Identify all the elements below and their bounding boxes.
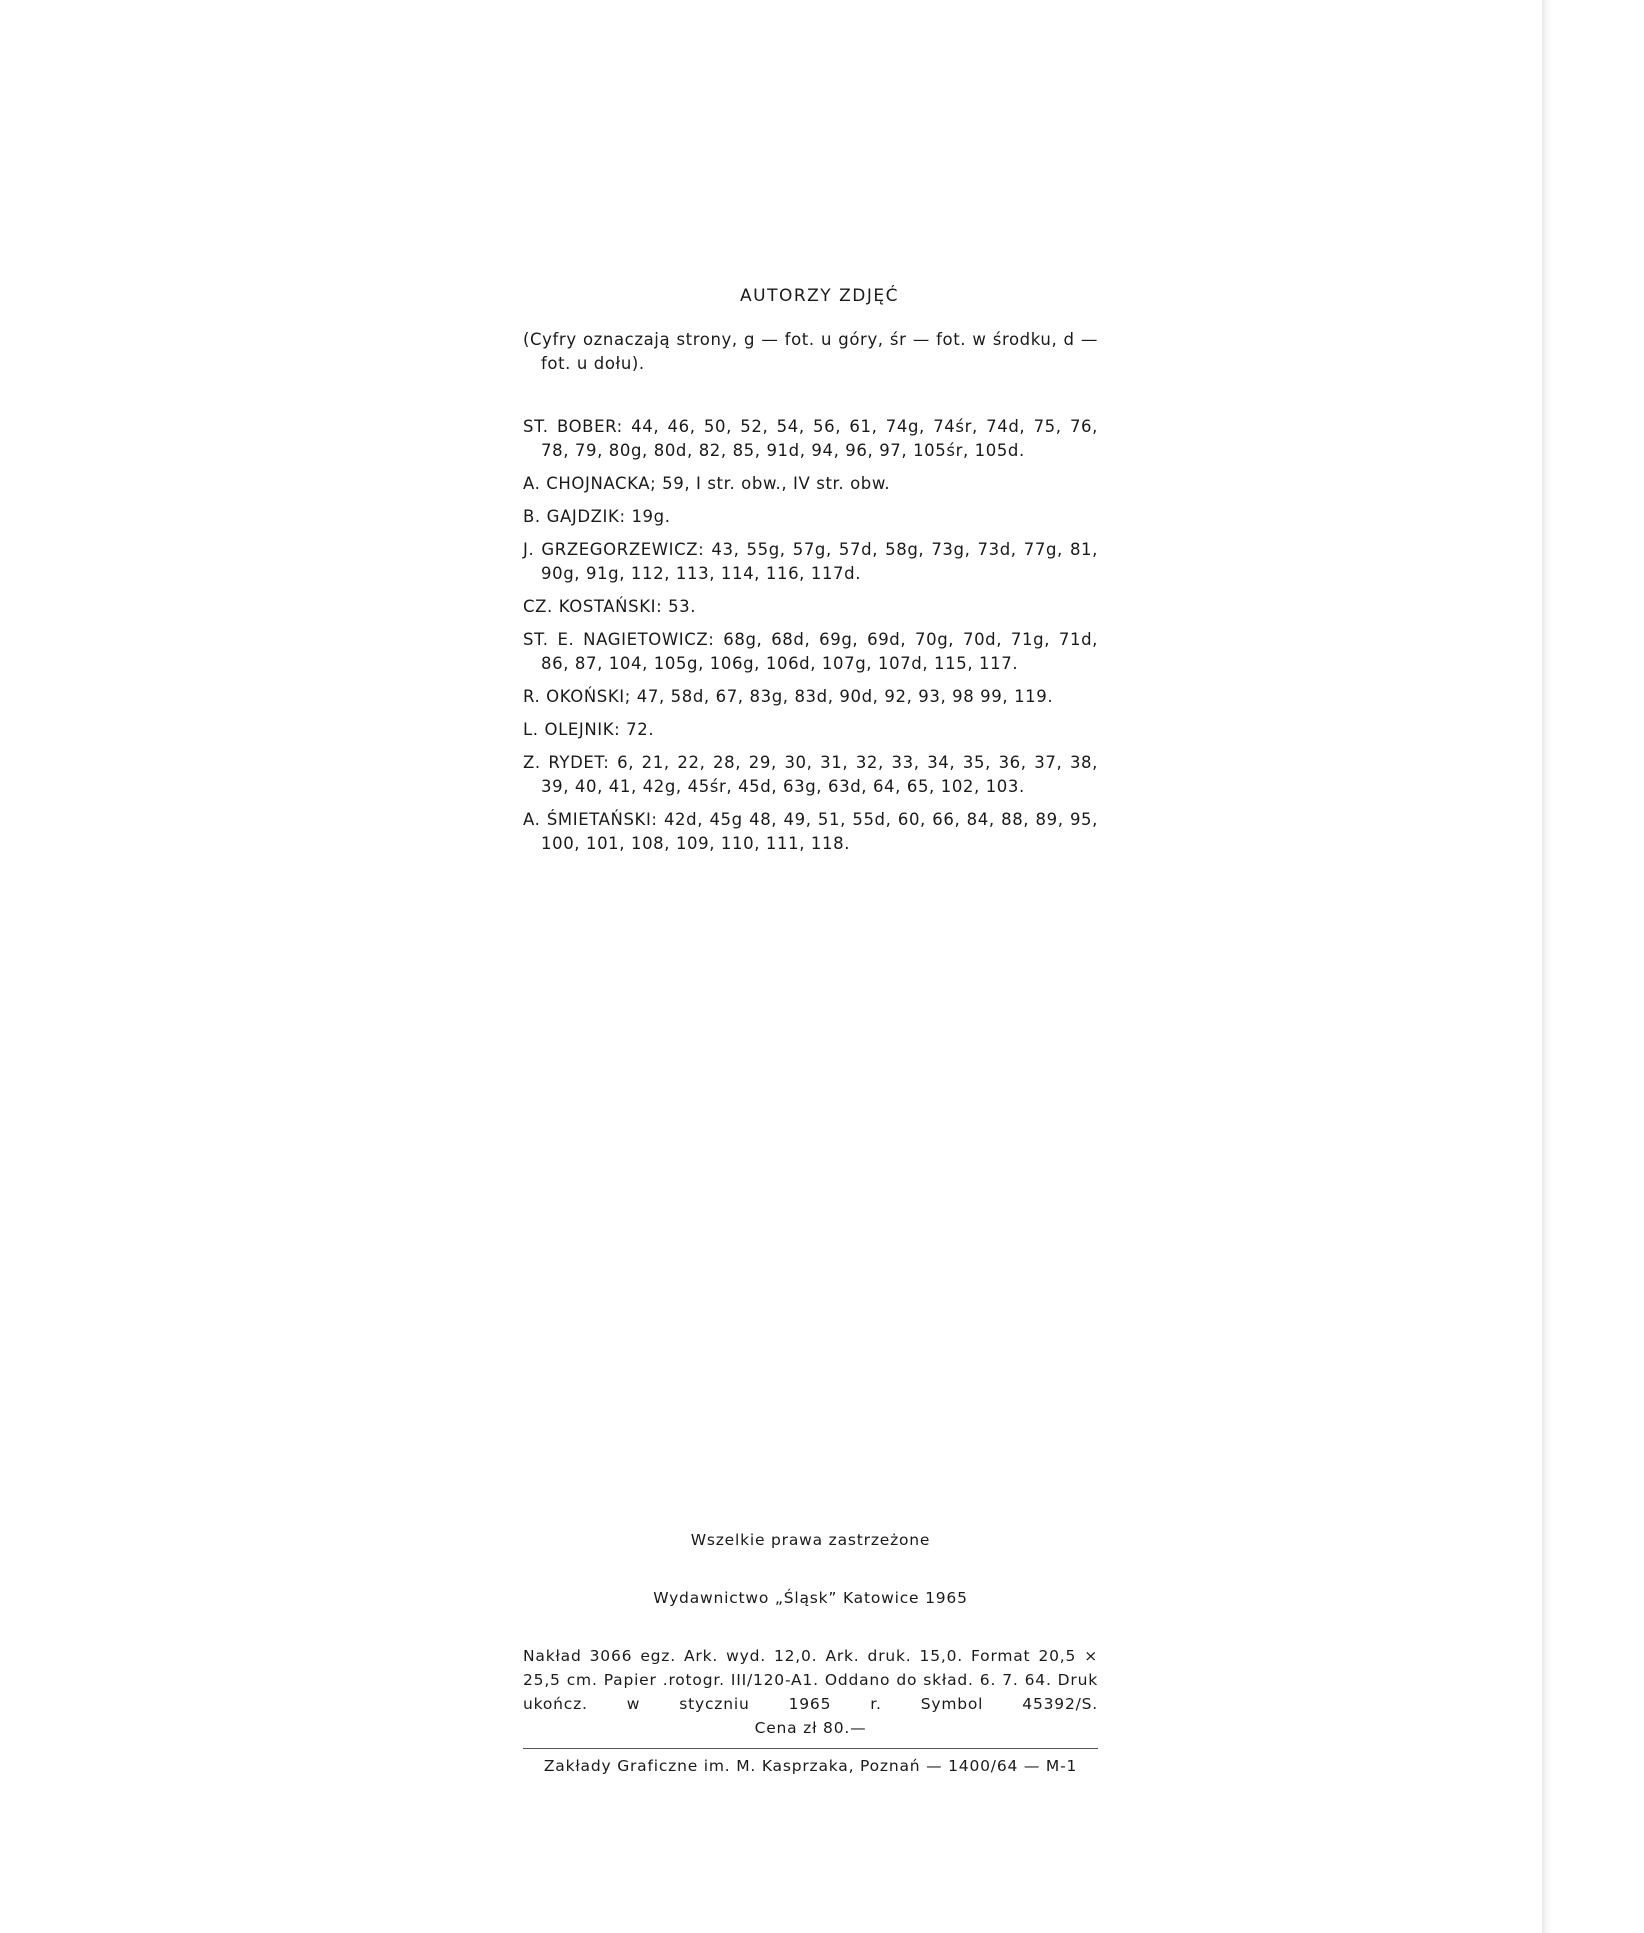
credit-entry: A. ŚMIETAŃSKI: 42d, 45g 48, 49, 51, 55d, 60, 66, 84, 88, 89, 95, 100, 101, 108, 109, 110, 111, 118. — [523, 810, 1098, 853]
price-line: Cena zł 80.— — [754, 1719, 867, 1737]
credit-entry: ST. E. NAGIETOWICZ: 68g, 68d, 69g, 69d, 70g, 70d, 71g, 71d, 86, 87, 104, 105g, 106g, 106d, 107g, 107d, 115, 117. — [523, 630, 1098, 673]
imprint-section — [523, 1528, 1098, 1779]
credit-entry: B. GAJDZIK: 19g. — [523, 507, 671, 526]
print-details: Nakład 3066 egz. Ark. wyd. 12,0. Ark. druk. 15,0. Format 20,5 × 25,5 cm. Papier .rotogr. III/120-A1. Oddano do skład. 6. 7. 64. Druk ukończ. w styczniu 1965 r. Symbol 45392/S. — [523, 1647, 1098, 1713]
credits-title: AUTORZY ZDJĘĆ — [740, 286, 899, 306]
credit-entry: CZ. KOSTAŃSKI: 53. — [523, 597, 697, 616]
credit-entry: R. OKOŃSKI; 47, 58d, 67, 83g, 83d, 90d, 92, 93, 98 99, 119. — [523, 687, 1054, 706]
credit-entry: A. CHOJNACKA; 59, I str. obw., IV str. obw. — [523, 474, 891, 493]
imprint-divider — [523, 1748, 1098, 1749]
rights-notice: Wszelkie prawa zastrzeżone — [690, 1531, 931, 1549]
credit-entry: ST. BOBER: 44, 46, 50, 52, 54, 56, 61, 74g, 74śr, 74d, 75, 76, 78, 79, 80g, 80d, 82, 85, 91d, 94, 96, 97, 105śr, 105d. — [523, 417, 1098, 460]
credit-entry: J. GRZEGORZEWICZ: 43, 55g, 57g, 57d, 58g, 73g, 73d, 77g, 81, 90g, 91g, 112, 113, 114, 116, 117d. — [523, 540, 1098, 583]
photo-credits-section — [523, 286, 1098, 865]
page-edge-shadow — [1542, 0, 1644, 1933]
credits-note: (Cyfry oznaczają strony, g — fot. u góry, śr — fot. w środku, d — fot. u dołu). — [523, 330, 1098, 373]
publisher-line: Wydawnictwo „Śląsk” Katowice 1965 — [653, 1589, 968, 1607]
credit-entry: L. OLEJNIK: 72. — [523, 720, 655, 739]
printer-line: Zakłady Graficzne im. M. Kasprzaka, Poznań — 1400/64 — M-1 — [543, 1757, 1078, 1775]
credit-entry: Z. RYDET: 6, 21, 22, 28, 29, 30, 31, 32, 33, 34, 35, 36, 37, 38, 39, 40, 41, 42g, 45śr, 45d, 63g, 63d, 64, 65, 102, 103. — [523, 753, 1098, 796]
